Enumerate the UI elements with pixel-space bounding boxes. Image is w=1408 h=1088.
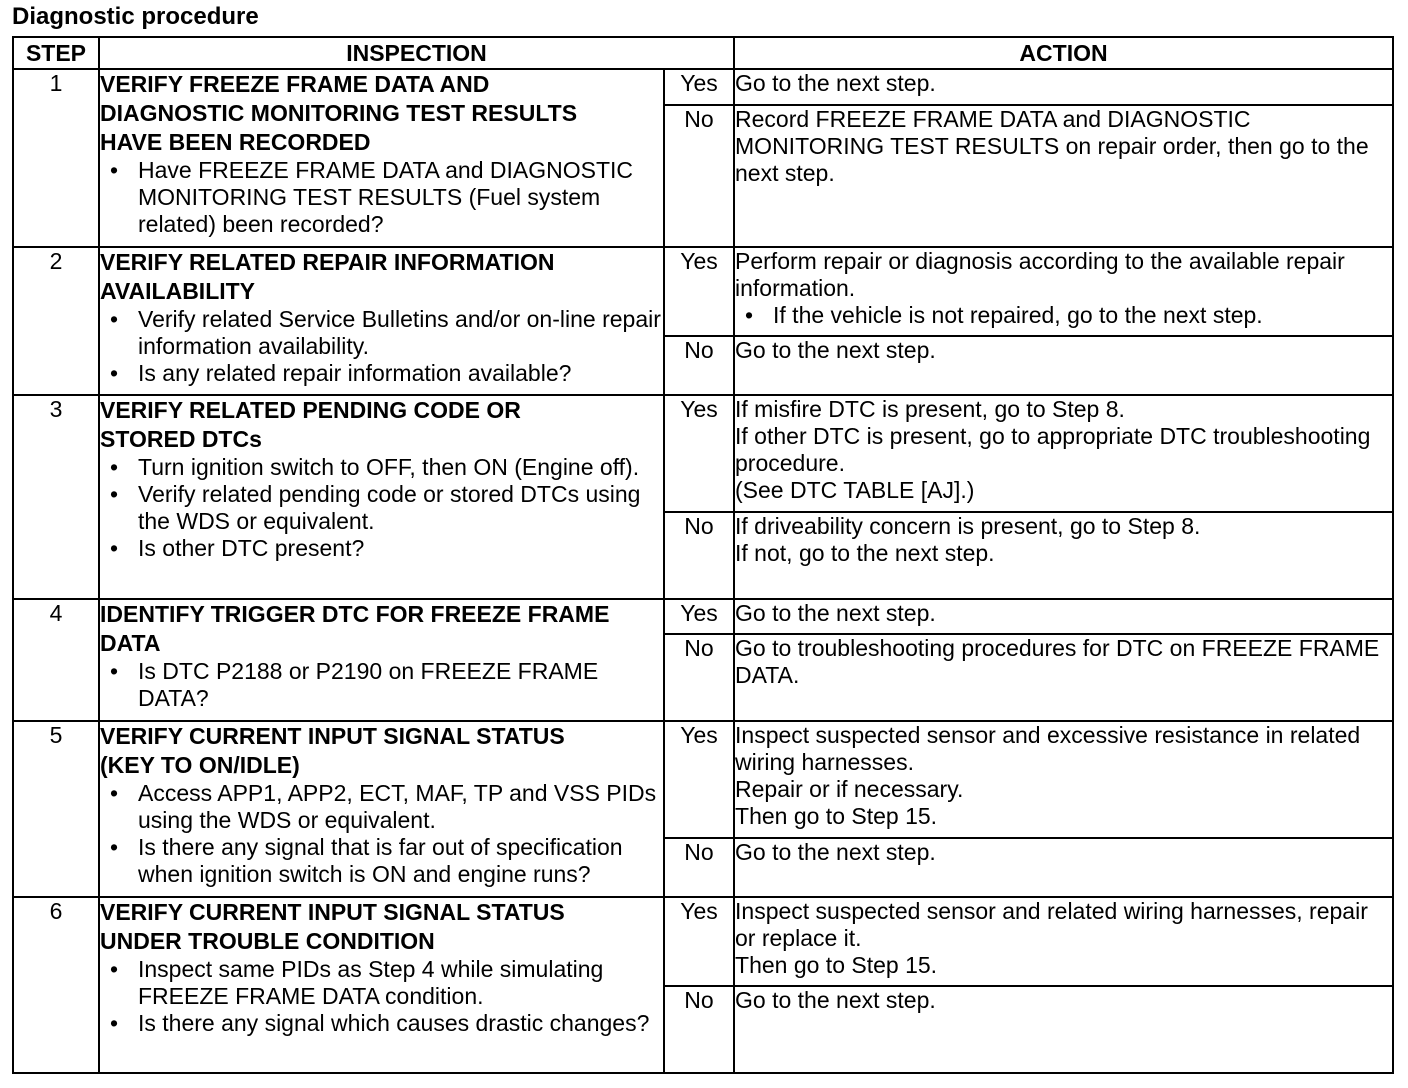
action-line: Then go to Step 15. — [735, 952, 938, 978]
action-line: If not, go to the next step. — [735, 540, 995, 566]
inspection-bullets — [100, 658, 663, 712]
yes-label: Yes — [664, 395, 734, 512]
no-label: No — [664, 336, 734, 395]
yes-action-cell — [734, 395, 1393, 512]
inspection-bullets — [100, 157, 663, 238]
inspection-bullet: • Access APP1, APP2, ECT, MAF, TP and VSS PIDs using the WDS or equivalent. — [138, 780, 663, 834]
inspection-title-line: VERIFY RELATED PENDING CODE OR — [100, 397, 521, 423]
inspection-bullet: • Is any related repair information available? — [138, 360, 663, 387]
header-inspection: INSPECTION — [99, 37, 734, 69]
yes-label: Yes — [664, 897, 734, 986]
table-row — [13, 599, 1393, 634]
no-label: No — [664, 838, 734, 897]
action-line: Go to the next step. — [735, 337, 936, 363]
action-line: Perform repair or diagnosis according to the available repair information. — [735, 248, 1345, 301]
yes-action-cell — [734, 599, 1393, 634]
action-line: Then go to Step 15. — [735, 803, 938, 829]
header-action: ACTION — [734, 37, 1393, 69]
no-label: No — [664, 634, 734, 721]
inspection-title-line: (KEY TO ON/IDLE) — [100, 752, 300, 778]
table-row — [13, 897, 1393, 986]
action-line: Go to the next step. — [735, 600, 936, 626]
action-line: (See DTC TABLE [AJ].) — [735, 477, 975, 503]
action-line: Go to the next step. — [735, 987, 936, 1013]
yes-label: Yes — [664, 599, 734, 634]
inspection-bullets — [100, 956, 663, 1037]
yes-label: Yes — [664, 69, 734, 105]
inspection-title-line: UNDER TROUBLE CONDITION — [100, 928, 435, 954]
inspection-title-line: IDENTIFY TRIGGER DTC FOR FREEZE FRAME — [100, 601, 610, 627]
inspection-title-line: DATA — [100, 630, 161, 656]
action-line: If driveability concern is present, go to Step 8. — [735, 513, 1201, 539]
inspection-title-line: VERIFY RELATED REPAIR INFORMATION — [100, 249, 555, 275]
action-line: If misfire DTC is present, go to Step 8. — [735, 396, 1125, 422]
inspection-cell — [99, 599, 664, 721]
page-title: Diagnostic procedure — [12, 3, 259, 30]
action-line: If other DTC is present, go to appropriate DTC troubleshooting procedure. — [735, 423, 1371, 476]
table-row — [13, 395, 1393, 512]
yes-action-cell — [734, 247, 1393, 336]
action-line: Go to the next step. — [735, 70, 936, 96]
step-number: 5 — [13, 721, 99, 897]
diagnostic-procedure-table — [12, 36, 1394, 1074]
no-label: No — [664, 105, 734, 247]
action-line: Record FREEZE FRAME DATA and DIAGNOSTIC MONITORING TEST RESULTS on repair order, then go to the next step. — [735, 106, 1369, 186]
step-number: 2 — [13, 247, 99, 395]
yes-action-cell — [734, 69, 1393, 105]
action-line: Go to the next step. — [735, 839, 936, 865]
yes-label: Yes — [664, 247, 734, 336]
inspection-bullet: • Is there any signal which causes drastic changes? — [138, 1010, 663, 1037]
header-row — [13, 37, 1393, 69]
inspection-cell — [99, 897, 664, 1073]
no-action-cell — [734, 336, 1393, 395]
table-row — [13, 721, 1393, 838]
inspection-cell — [99, 69, 664, 247]
inspection-title-line: AVAILABILITY — [100, 278, 256, 304]
inspection-bullet: • Inspect same PIDs as Step 4 while simulating FREEZE FRAME DATA condition. — [138, 956, 663, 1010]
step-number: 4 — [13, 599, 99, 721]
inspection-cell — [99, 247, 664, 395]
no-label: No — [664, 986, 734, 1073]
action-line: Inspect suspected sensor and related wiring harnesses, repair or replace it. — [735, 898, 1368, 951]
inspection-bullet: • Have FREEZE FRAME DATA and DIAGNOSTIC MONITORING TEST RESULTS (Fuel system related) been recorded? — [138, 157, 663, 238]
action-bullet: • If the vehicle is not repaired, go to the next step. — [773, 302, 1392, 329]
inspection-bullet: • Is there any signal that is far out of specification when ignition switch is ON and engine runs? — [138, 834, 663, 888]
step-number: 1 — [13, 69, 99, 247]
inspection-title-line: DIAGNOSTIC MONITORING TEST RESULTS — [100, 100, 578, 126]
inspection-bullet: • Turn ignition switch to OFF, then ON (Engine off). — [138, 454, 663, 481]
table-row — [13, 247, 1393, 336]
inspection-bullets — [100, 306, 663, 387]
yes-label: Yes — [664, 721, 734, 838]
yes-action-cell — [734, 897, 1393, 986]
inspection-title-line: STORED DTCs — [100, 426, 262, 452]
action-line: Go to troubleshooting procedures for DTC on FREEZE FRAME DATA. — [735, 635, 1380, 688]
step-number: 3 — [13, 395, 99, 599]
inspection-bullets — [100, 454, 663, 562]
no-action-cell — [734, 838, 1393, 897]
table-row — [13, 69, 1393, 105]
no-label: No — [664, 512, 734, 599]
inspection-bullet: • Verify related pending code or stored DTCs using the WDS or equivalent. — [138, 481, 663, 535]
no-action-cell — [734, 634, 1393, 721]
step-number: 6 — [13, 897, 99, 1073]
inspection-bullets — [100, 780, 663, 888]
action-line: Inspect suspected sensor and excessive resistance in related wiring harnesses. — [735, 722, 1361, 775]
header-step: STEP — [13, 37, 99, 69]
no-action-cell — [734, 512, 1393, 599]
inspection-title-line: VERIFY CURRENT INPUT SIGNAL STATUS — [100, 899, 565, 925]
inspection-bullet: • Verify related Service Bulletins and/or on-line repair information availability. — [138, 306, 663, 360]
no-action-cell — [734, 986, 1393, 1073]
action-line: Repair or if necessary. — [735, 776, 964, 802]
inspection-cell — [99, 395, 664, 599]
inspection-title-line: HAVE BEEN RECORDED — [100, 129, 371, 155]
inspection-cell — [99, 721, 664, 897]
yes-action-cell — [734, 721, 1393, 838]
inspection-title-line: VERIFY FREEZE FRAME DATA AND — [100, 71, 490, 97]
action-bullets — [735, 302, 1392, 329]
inspection-bullet: • Is other DTC present? — [138, 535, 663, 562]
inspection-bullet: • Is DTC P2188 or P2190 on FREEZE FRAME DATA? — [138, 658, 663, 712]
inspection-title-line: VERIFY CURRENT INPUT SIGNAL STATUS — [100, 723, 565, 749]
no-action-cell — [734, 105, 1393, 247]
